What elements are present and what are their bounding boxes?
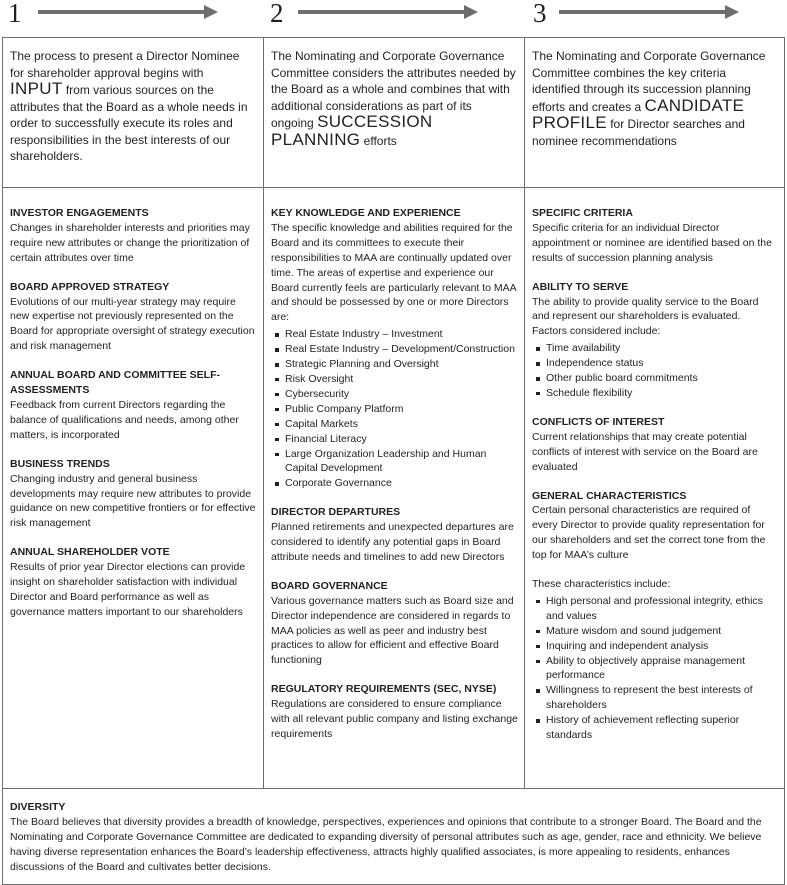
- section-body: Regulations are considered to ensure compliance with all relevant public company and listing exchange requirements: [271, 698, 518, 740]
- characteristics-intro: These characteristics include:: [532, 578, 671, 591]
- list-item: Risk Oversight: [285, 372, 518, 387]
- section-title: INVESTOR ENGAGEMENTS: [10, 207, 149, 219]
- section-body: The specific knowledge and abilities required for the Board and its committees to execute their responsibilities to MAA are continually updated over time. The areas of expertise and experience our Board currently feels are particularly relevant to MAA and should be possessed by one or more Directors are:: [271, 221, 517, 324]
- input-sources-column: [2, 188, 264, 789]
- expertise-list: [271, 327, 518, 491]
- arrow-right-icon: [298, 5, 478, 19]
- list-item: High personal and professional integrity, ethics and values: [546, 594, 778, 624]
- section-title: REGULATORY REQUIREMENTS (SEC, NYSE): [271, 683, 497, 696]
- section-title: SPECIFIC CRITERIA: [532, 207, 633, 219]
- section-board-approved-strategy: [10, 280, 257, 355]
- step-keyword: SUCCESSION PLANNING: [271, 112, 433, 149]
- section-body: Feedback from current Directors regarding the balance of qualifications and needs, among other matters, is incorporated: [10, 398, 239, 441]
- section-body: Various governance matters such as Board size and Director independence are considered in regards to MAA policies as well as peer and industry best practices to allow for efficient and effective Board functioning: [271, 594, 514, 667]
- section-specific-criteria: [532, 206, 778, 266]
- list-item: Independence status: [546, 356, 778, 371]
- step-rest: for Director searches and nominee recommendations: [532, 117, 745, 148]
- section-body: Changes in shareholder interests and priorities may require new attributes or change the prioritization of certain attributes over time: [10, 221, 250, 264]
- factors-list: [532, 341, 778, 401]
- list-item: Ability to objectively appraise management performance: [546, 654, 778, 684]
- list-item: Capital Markets: [285, 417, 518, 432]
- list-item: Large Organization Leadership and Human Capital Development: [285, 447, 518, 477]
- list-item: Financial Literacy: [285, 432, 518, 447]
- section-self-assessments: [10, 368, 257, 443]
- step-3-description: [525, 37, 785, 188]
- arrow-right-icon: [38, 5, 218, 19]
- section-conflicts-of-interest: [532, 415, 778, 475]
- section-shareholder-vote: [10, 545, 257, 620]
- section-body: Specific criteria for an individual Director appointment or nominee are identified based on the results of succession planning analysis: [532, 221, 772, 264]
- step-intro: The process to present a Director Nominee for shareholder approval begins with: [10, 49, 240, 80]
- section-title: ANNUAL BOARD AND COMMITTEE SELF-ASSESSMENTS: [10, 369, 220, 397]
- section-body: Evolutions of our multi-year strategy may require new expertise not previously represented on the Board for appropriate oversight of strategy execution and risk management: [10, 295, 255, 353]
- section-ability-to-serve: [532, 280, 778, 401]
- list-item: Time availability: [546, 341, 778, 356]
- step-2-description: [264, 37, 525, 188]
- section-title: DIVERSITY: [10, 801, 66, 813]
- characteristics-list: [532, 594, 778, 743]
- diversity-section: [2, 788, 785, 885]
- step-descriptions: [2, 37, 785, 188]
- section-body: Certain personal characteristics are required of every Director to provide quality representation for our shareholders and set the correct tone from the top for MAA’s culture: [532, 504, 766, 562]
- section-title: BOARD GOVERNANCE: [271, 579, 388, 592]
- section-title: ANNUAL SHAREHOLDER VOTE: [10, 546, 170, 559]
- list-item: Real Estate Industry – Investment: [285, 327, 518, 342]
- section-body: Current relationships that may create potential conflicts of interest with service on the Board are evaluated: [532, 430, 758, 473]
- list-item: Real Estate Industry – Development/Construction: [285, 342, 518, 357]
- step-number: 3: [533, 0, 547, 28]
- list-item: Public Company Platform: [285, 402, 518, 417]
- step-2-header: [270, 0, 480, 30]
- section-title: CONFLICTS OF INTEREST: [532, 415, 665, 428]
- section-title: BOARD APPROVED STRATEGY: [10, 280, 170, 293]
- list-item: Schedule flexibility: [546, 386, 778, 401]
- section-body: Planned retirements and unexpected departures are considered to identify any potential gaps in Board attribute needs and timelines to add new Directors: [271, 521, 514, 563]
- candidate-profile-column: [525, 188, 785, 789]
- section-director-departures: [271, 505, 518, 565]
- step-details: [2, 188, 785, 789]
- list-item: Other public board commitments: [546, 371, 778, 386]
- step-intro: The Nominating and Corporate Governance Committee considers the attributes needed by the Board as a whole and combines that with additional considerations as part of its ongoing: [271, 49, 516, 130]
- list-item: Cybersecurity: [285, 387, 518, 402]
- list-item: Strategic Planning and Oversight: [285, 357, 518, 372]
- section-board-governance: [271, 579, 518, 668]
- step-number: 1: [8, 0, 22, 28]
- arrow-right-icon: [559, 5, 739, 19]
- section-title: DIRECTOR DEPARTURES: [271, 506, 401, 519]
- section-title: ABILITY TO SERVE: [532, 280, 629, 293]
- section-general-characteristics: [532, 489, 778, 744]
- section-investor-engagements: [10, 206, 257, 266]
- section-title: BUSINESS TRENDS: [10, 457, 110, 470]
- step-rest: efforts: [363, 133, 397, 148]
- succession-planning-column: [264, 188, 525, 789]
- section-key-knowledge: [271, 206, 518, 491]
- section-body: The Board believes that diversity provides a breadth of knowledge, perspectives, experiences and opinions that contribute to a stronger Board. The Board and the Nominating and Corporate Governance Committee are dedicated to expanding diversity of personal attributes such as age, gender, race and ethnicity. We believe having diverse representation enhances the Board’s leadership effectiveness, attracts highly qualified associates, is more appealing to residents, enhances discussions of the Board and cultivates better decisions.: [10, 815, 762, 873]
- section-business-trends: [10, 457, 257, 532]
- section-regulatory-requirements: [271, 682, 518, 742]
- section-body: The ability to provide quality service to the Board and represent our shareholders is evaluated. Factors considered include:: [532, 295, 759, 338]
- step-3-header: [533, 0, 743, 30]
- step-keyword: CANDIDATE PROFILE: [532, 95, 745, 132]
- step-rest: from various sources on the attributes that the Board as a whole needs in order to successfully execute its roles and responsibilities in the best interests of our shareholders.: [10, 83, 248, 163]
- section-title: GENERAL CHARACTERISTICS: [532, 489, 687, 502]
- process-grid: [2, 37, 785, 789]
- list-item: History of achievement reflecting superior standards: [546, 713, 778, 743]
- step-number: 2: [270, 0, 284, 28]
- section-body: Changing industry and general business developments may require new attributes to provide guidance on new competitive frontiers or for effective risk management: [10, 472, 256, 530]
- step-1-header: [8, 0, 218, 30]
- list-item: Inquiring and independent analysis: [546, 639, 778, 654]
- list-item: Willingness to represent the best interests of shareholders: [546, 683, 778, 713]
- step-intro: The Nominating and Corporate Governance Committee combines the key criteria identified through its succession planning efforts and creates a: [532, 49, 766, 114]
- list-item: Corporate Governance: [285, 476, 518, 491]
- section-title: KEY KNOWLEDGE AND EXPERIENCE: [271, 207, 461, 219]
- step-1-description: [2, 37, 264, 188]
- step-keyword: INPUT: [10, 79, 63, 98]
- list-item: Mature wisdom and sound judgement: [546, 624, 778, 639]
- section-body: Results of prior year Director elections can provide insight on shareholder satisfaction with individual Director and Board performance as well as governance matters important to our shareholders: [10, 561, 246, 618]
